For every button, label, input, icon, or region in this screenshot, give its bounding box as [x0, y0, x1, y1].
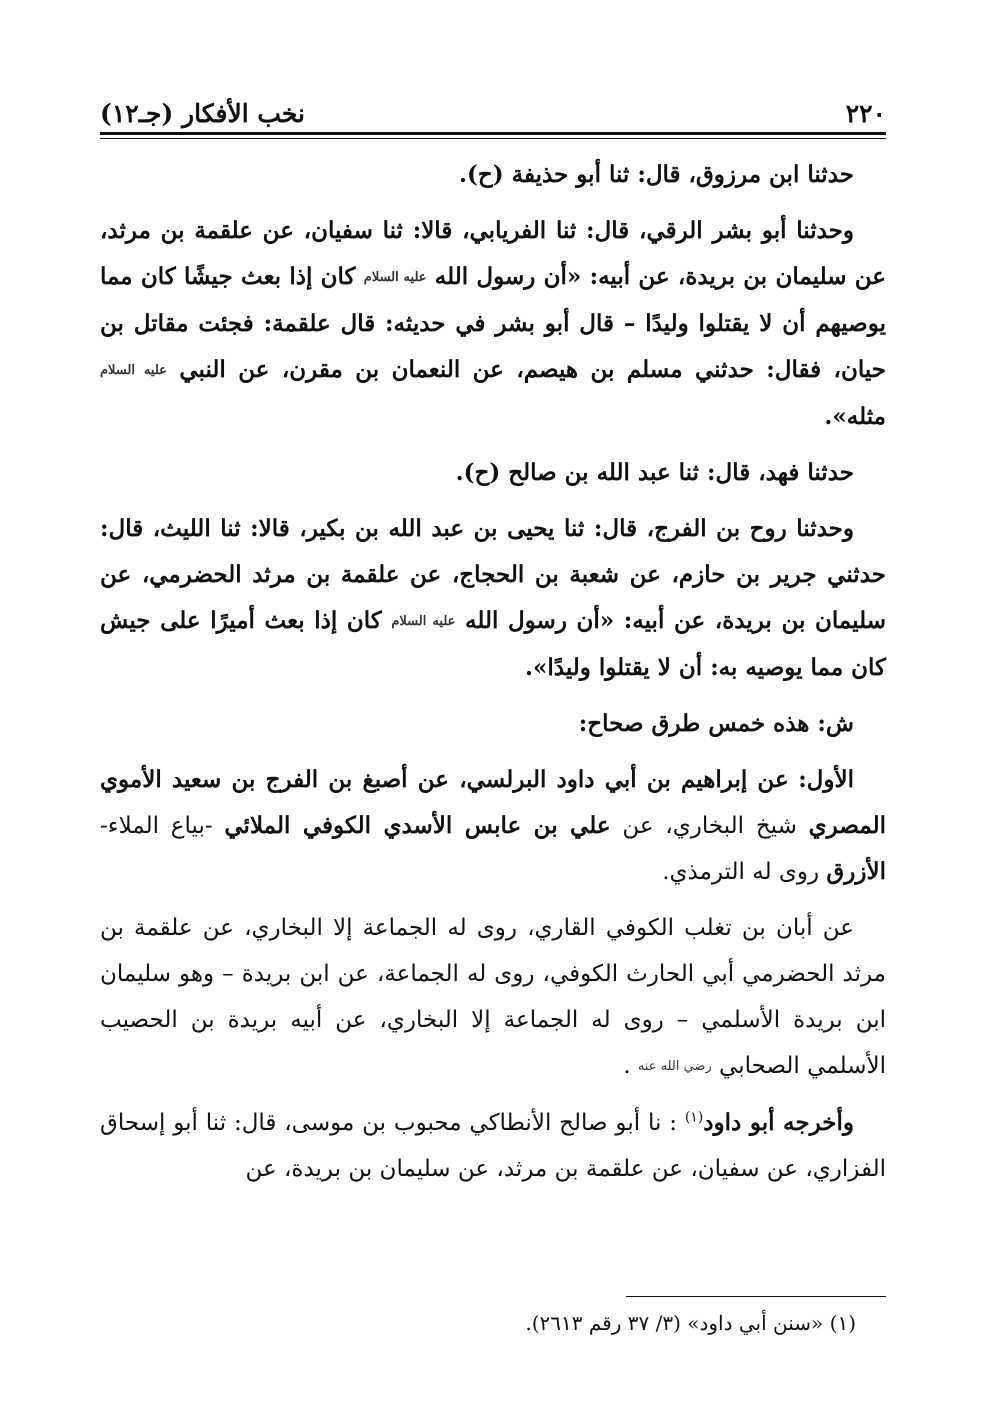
- paragraph-8: وأخرجه أبو داود$^{(١)}$ : نا أبو صالح الأنطاكي محبوب بن موسى، قال: ثنا أبو إسحاق الفزاري، عن سفيان، عن علقمة بن مرثد، عن سليمان بن بريدة، عن: [100, 1109, 886, 1182]
- footnote-rule: [626, 1296, 886, 1297]
- paragraph-6: الأول: عن إبراهيم بن أبي داود البرلسي، عن أصبغ بن الفرج بن سعيد الأموي المصري شيخ البخاري، عن علي بن عابس الأسدي الكوفي الملائي -بياع الملاء- الأزرق روى له الترمذي.: [100, 766, 887, 885]
- salla-honorific: عليه السلام: [391, 614, 456, 629]
- page-header: [100, 88, 886, 128]
- paragraph-3: حدثنا فهد، قال: ثنا عبد الله بن صالح (ح).: [455, 459, 854, 486]
- header-rule-thin: [100, 138, 886, 139]
- page-number: ٢٢٠: [845, 99, 886, 128]
- footnote-ref: (١): [684, 1109, 704, 1126]
- radiyallah-honorific: رضي الله عنه: [637, 1059, 712, 1074]
- book-title: نخب الأفكار (جـ١٢): [100, 99, 306, 128]
- footnote: (١) «سنن أبي داود» (٣/ ٣٧ رقم ٢٦١٣).: [525, 1311, 856, 1335]
- paragraph-1: حدثنا ابن مرزوق، قال: ثنا أبو حذيفة (ح).: [459, 161, 854, 188]
- salla-honorific: عليه السلام: [100, 363, 167, 378]
- paragraph-5: ش: هذه خمس طرق صحاح:: [578, 710, 854, 737]
- paragraph-7: عن أبان بن تغلب الكوفي القاري، روى له الجماعة إلا البخاري، عن علقمة بن مرثد الحضرمي أبي الحارث الكوفي، روى له الجماعة، عن ابن بريدة – وهو سليمان ابن بريدة الأسلمي – روى له الجماعة إلا البخاري، عن أبيه بريدة بن الحصيب الأسلمي الصحابي رضي الله عنه .: [100, 915, 886, 1079]
- main-text: [100, 152, 886, 1202]
- paragraph-4: وحدثنا روح بن الفرج، قال: ثنا يحيى بن عبد الله بن بكير، قالا: ثنا الليث، قال: حدثني جرير بن حازم، عن شعبة بن الحجاج، عن علقمة بن مرثد الحضرمي، عن سليمان بن بريدة، عن أبيه: «أن رسول الله عليه السلام كان إذا بعث أميرًا على جيش كان مما يوصيه به: أن لا يقتلوا وليدًا».: [100, 515, 886, 681]
- paragraph-2: وحدثنا أبو بشر الرقي، قال: ثنا الفريابي، قالا: ثنا سفيان، عن علقمة بن مرثد، عن سليمان بن بريدة، عن أبيه: «أن رسول الله عليه السلام كان إذا بعث جيشًا كان مما يوصيهم أن لا يقتلوا وليدًا – قال أبو بشر في حديثه: قال علقمة: فجئت مقاتل بن حيان، فقال: حدثني مسلم بن هيصم، عن النعمان بن مقرن، عن النبي عليه السلام مثله».: [100, 217, 886, 430]
- header-rule-thick: [100, 132, 886, 135]
- salla-honorific: عليه السلام: [363, 270, 427, 285]
